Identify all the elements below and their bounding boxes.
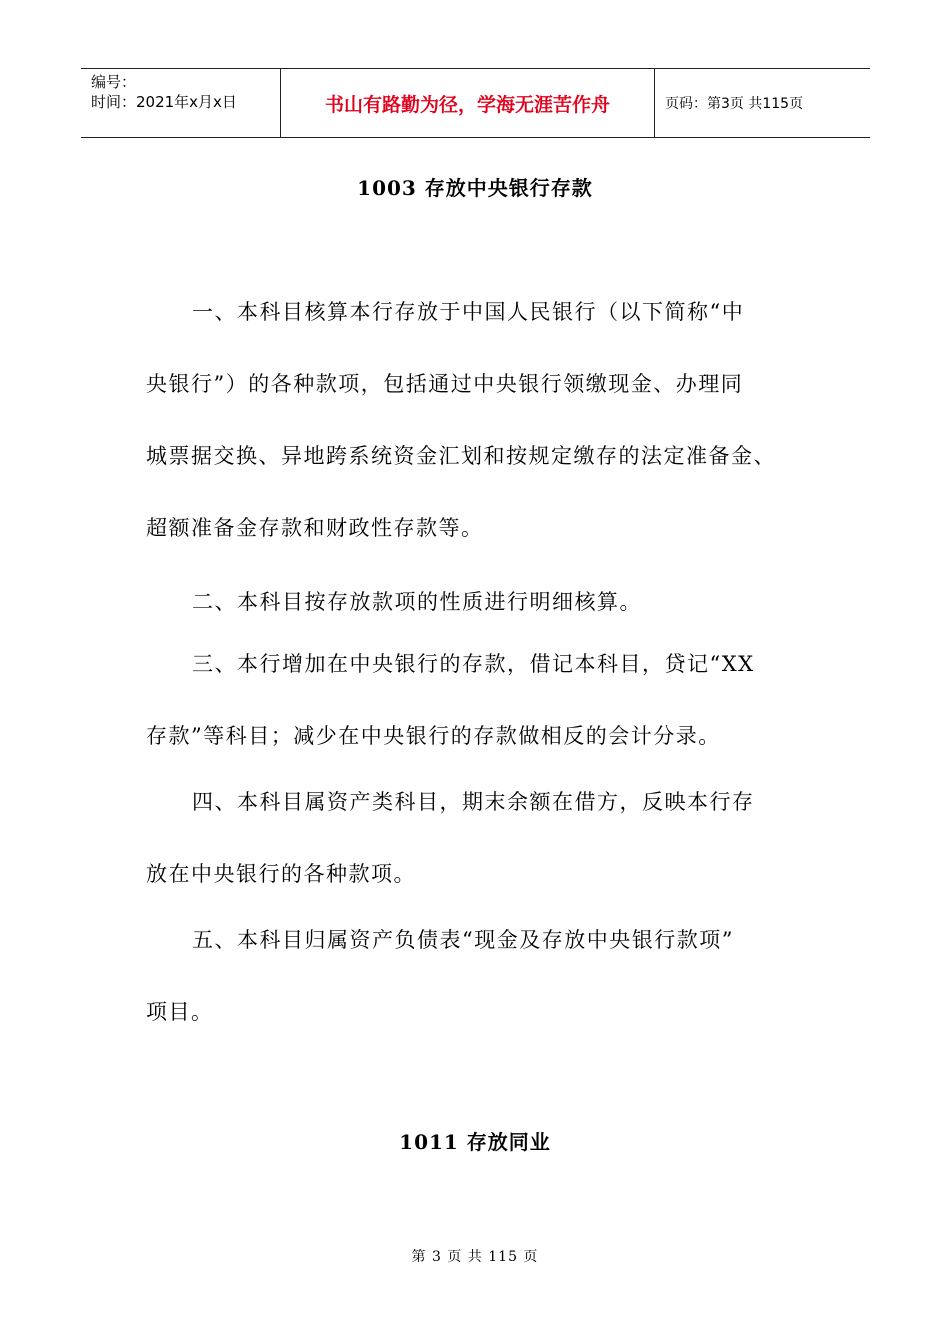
paragraph-line: 放在中央银行的各种款项。 <box>146 862 416 886</box>
paragraph-line: 二、本科目按存放款项的性质进行明细核算。 <box>192 590 642 614</box>
section-title-1003: 1003 存放中央银行存款 <box>357 176 593 200</box>
paragraph-3 <box>146 628 816 772</box>
paragraph-line: 四、本科目属资产类科目，期末余额在借方，反映本行存 <box>192 790 755 814</box>
paragraph-line: 央银行”）的各种款项，包括通过中央银行领缴现金、办理同 <box>146 372 744 396</box>
paragraph-line: 五、本科目归属资产负债表“现金及存放中央银行款项” <box>192 928 734 952</box>
header-meta-cell <box>81 69 281 137</box>
header-table <box>81 68 870 138</box>
paragraph-line: 三、本行增加在中央银行的存款，借记本科目，贷记“XX <box>192 652 755 676</box>
paragraph-line: 存款”等科目；减少在中央银行的存款做相反的会计分录。 <box>146 724 721 748</box>
header-page-info: 页码：第3页 共115页 <box>665 96 804 112</box>
paragraph-line: 城票据交换、异地跨系统资金汇划和按规定缴存的法定准备金、 <box>146 444 776 468</box>
paragraph-1 <box>146 276 816 564</box>
paragraph-line: 一、本科目核算本行存放于中国人民银行（以下简称“中 <box>192 300 745 324</box>
paragraph-5 <box>146 904 816 1048</box>
paragraph-4 <box>146 766 816 910</box>
date-label: 时间：2021年x月x日 <box>91 93 237 111</box>
motto: 书山有路勤为径，学海无涯苦作舟 <box>281 69 655 137</box>
number-label: 编号： <box>91 73 137 91</box>
section-title-1011: 1011 存放同业 <box>399 1130 551 1154</box>
paragraph-line: 项目。 <box>146 1000 214 1024</box>
paragraph-line: 超额准备金存款和财政性存款等。 <box>146 516 484 540</box>
page-footer: 第 3 页 共 115 页 <box>411 1249 539 1265</box>
